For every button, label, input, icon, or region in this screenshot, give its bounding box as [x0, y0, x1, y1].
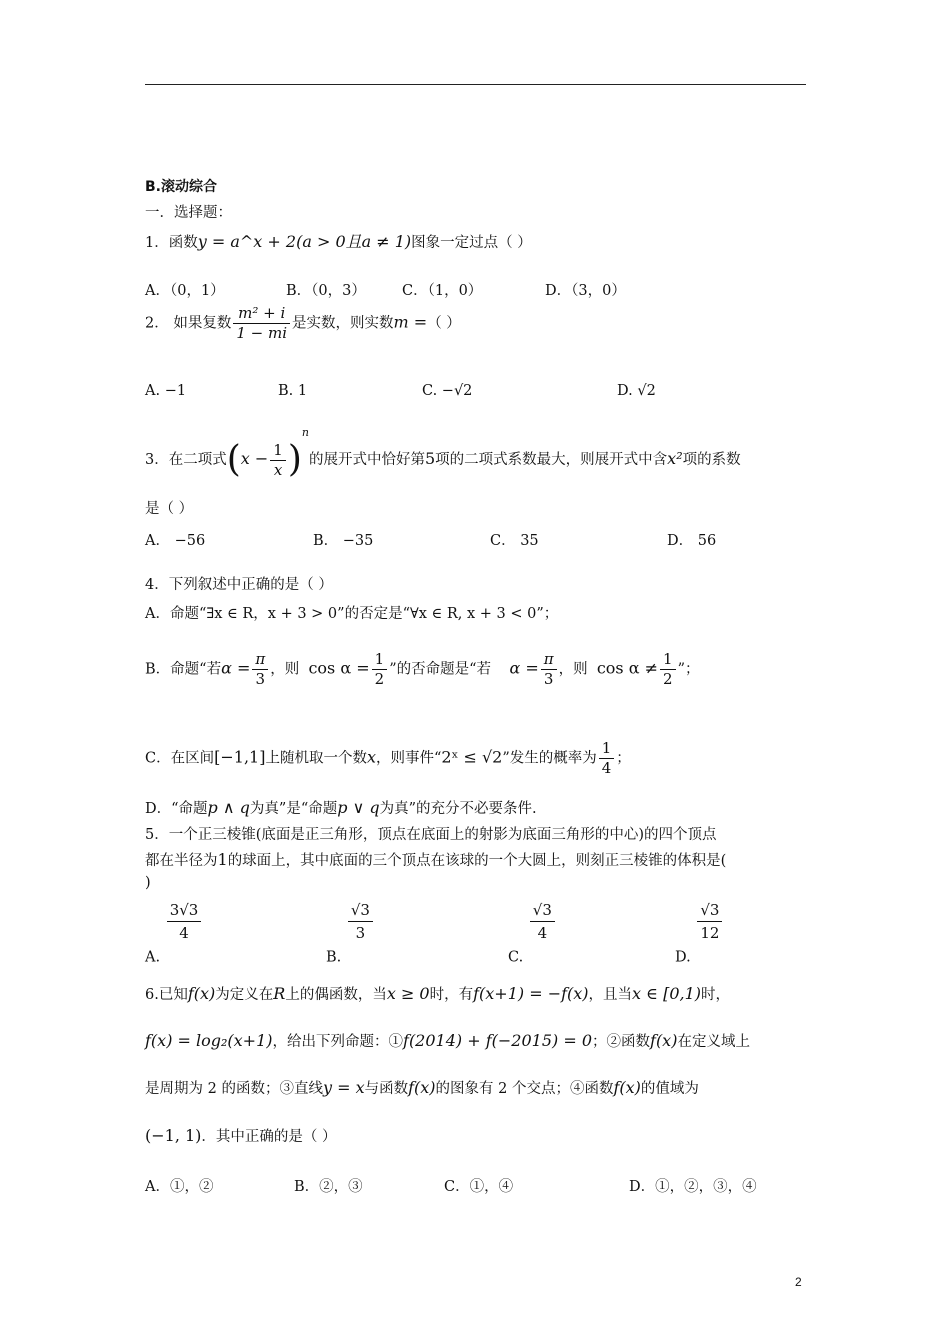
q4-b-pi: π: [252, 652, 268, 670]
q2-suffix: （ ）: [427, 315, 461, 332]
q6-l4-a: ．其中正确的是（ ）: [201, 1129, 337, 1145]
q3-paren-close: ): [287, 439, 302, 480]
q3-five: 5: [424, 449, 436, 468]
q3-frac-den: x: [273, 460, 283, 479]
q5-a-label: A.: [145, 949, 161, 966]
q4-b-half-2: [660, 652, 676, 687]
q4-option-d: [145, 800, 537, 817]
q5-line2-b: 的球面上，其中底面的三个顶点在该球的一个大圆上，则刻正三棱锥的体积是(: [227, 853, 727, 869]
q6-line1: [145, 986, 730, 1003]
q4-option-a: A．命题“∃x ∈ R，x + 3 > 0”的否定是“∀x ∈ R, x + 3 < 0”；: [145, 606, 559, 622]
q3-option-c: C． 35: [490, 533, 539, 549]
header-rule: [145, 84, 806, 85]
q6-l1-f2: 时，: [701, 987, 731, 1003]
q3-binomial-fraction: [270, 440, 286, 479]
q6-l3-c: 的图象有 2 个交点；④函数: [435, 1081, 614, 1097]
q5-a-num: 3√3: [167, 901, 202, 922]
q6-l3-f: f(x): [408, 1078, 436, 1097]
q3-binomial-x: x −: [240, 449, 269, 468]
q3-middle3: 项的系数: [682, 452, 741, 468]
q2-var: m =: [393, 312, 428, 332]
q6-l1-R: R: [273, 984, 286, 1003]
q6-l2-a: ，给出下列命题：①: [272, 1034, 404, 1050]
q5-c-fraction: [530, 901, 555, 942]
q4-b-three-2: 3: [543, 670, 554, 688]
q2-frac-den: 1 − mi: [236, 324, 288, 342]
q2-prefix: 2． 如果复数: [145, 315, 232, 332]
q4-d-prefix: D．“命题: [145, 801, 208, 817]
q5-b-fraction: [348, 901, 373, 942]
q6-l2-f: f(x): [650, 1031, 678, 1050]
q5-c-num: √3: [530, 901, 555, 922]
q6-l3-line: y = x: [322, 1078, 365, 1097]
q6-l3-f2: f(x): [613, 1078, 641, 1097]
q4-c-x: x: [366, 747, 376, 767]
q5-d-fraction: [697, 901, 722, 942]
q4-b-half: [372, 652, 388, 687]
q4-c-den: 4: [601, 759, 612, 777]
q4-b-cos: cos α =: [308, 658, 370, 678]
q1-option-a: A．（0，1）: [145, 283, 225, 299]
q6-l4-range: (−1, 1): [145, 1126, 202, 1145]
q4-c-mid: 上随机取一个数: [265, 750, 367, 767]
q3-x2: x²: [667, 449, 683, 468]
q4-b-three: 3: [255, 670, 266, 688]
q1-suffix: 图象一定过点（ ）: [411, 235, 532, 251]
q3-prefix: 3．在二项式: [145, 452, 227, 468]
q4-b-pi-over-3: [252, 652, 268, 687]
q5-line3: ): [145, 875, 151, 891]
q6-l3-a: 是周期为 2 的函数；③直线: [145, 1081, 323, 1097]
q5-option-c: [508, 901, 557, 966]
q3-middle1: 的展开式中恰好第: [308, 452, 425, 468]
q4-b-prefix: B．命题“若: [145, 661, 222, 678]
q5-a-fraction: [167, 901, 202, 942]
q3-option-a: A． −56: [145, 533, 206, 549]
q5-c-den: 4: [537, 924, 548, 942]
q4-d-end: 为真”的充分不必要条件.: [379, 801, 537, 817]
q6-l1-b: 为定义在: [215, 987, 274, 1003]
q5-line1: 5．一个正三棱锥(底面是正三角形，顶点在底面上的射影为底面三角形的中心)的四个顶点: [145, 827, 717, 843]
q4-c-interval: [−1,1]: [214, 747, 266, 767]
q3-line2: 是（ ）: [145, 501, 194, 517]
q1-prefix: 1．函数: [145, 235, 198, 251]
q6-l2-c: 在定义域上: [677, 1034, 750, 1050]
q6-option-d: D．①，②，③，④: [629, 1179, 757, 1195]
q5-option-a: [145, 901, 203, 966]
q3-exponent: n: [301, 426, 309, 439]
q3-option-d: D． 56: [667, 533, 717, 549]
q1-formula: y = a^x + 2(a > 0且a ≠ 1): [197, 232, 412, 251]
q6-option-c: C．①，④: [444, 1179, 514, 1195]
question-3: [145, 427, 741, 478]
q4-c-event: 2ˣ ≤ √2: [441, 747, 503, 767]
q6-l1-e: ，且当: [588, 987, 633, 1003]
q4-b-then2: ，则: [558, 661, 588, 678]
q6-l1-d: 时，有: [429, 987, 474, 1003]
q4-b-alpha-2: α =: [509, 658, 539, 678]
q3-option-b: B． −35: [313, 533, 374, 549]
q4-c-quarter: [599, 741, 615, 776]
q5-a-den: 4: [179, 924, 189, 942]
q4-b-pi-over-3-2: [541, 652, 557, 687]
part-title: 一．选择题：: [145, 205, 232, 221]
q5-line2-one: 1: [217, 850, 228, 869]
q2-fraction: [233, 306, 290, 341]
q6-l2-sum: f(2014) + f(−2015) = 0: [403, 1031, 593, 1050]
q4-b-mid: ”的否命题是“若: [389, 661, 492, 678]
q4-b-two: 2: [374, 670, 385, 688]
question-2: [145, 306, 461, 341]
q6-l1-a: 6.已知: [145, 987, 188, 1003]
q5-b-label: B.: [326, 949, 342, 966]
q4-d-mid: 为真”是“命题: [249, 801, 338, 817]
q4-option-c: [145, 741, 631, 776]
q4-b-end: ”；: [677, 661, 700, 678]
q4-b-two-2: 2: [663, 670, 673, 688]
q4-stem: 4．下列叙述中正确的是（ ）: [145, 577, 333, 593]
q4-b-one: 1: [372, 652, 388, 670]
q1-option-b: B．（0，3）: [286, 283, 366, 299]
q4-c-mid3: ”发生的概率为: [502, 750, 597, 767]
q6-line2: [145, 1033, 750, 1050]
q6-option-a: A．①，②: [145, 1179, 214, 1195]
q2-option-d: D. √2: [617, 383, 656, 399]
q6-l1-eq: f(x+1) = −f(x): [473, 984, 589, 1003]
q6-l1-int: x ∈ [0,1): [632, 984, 702, 1003]
q4-b-then: ，则: [270, 661, 300, 678]
q3-middle2: 项的二项式系数最大，则展开式中含: [435, 452, 668, 468]
q5-d-label: D.: [675, 949, 691, 966]
page-number: 2: [795, 1275, 802, 1289]
section-title: B.滚动综合: [145, 179, 217, 195]
q6-l2-b: ；②函数: [592, 1034, 651, 1050]
q6-l1-cond: x ≥ 0: [386, 984, 430, 1003]
q4-d-or: p ∨ q: [337, 798, 380, 817]
q4-b-one-2: 1: [660, 652, 676, 670]
q2-option-c: C. −√2: [422, 383, 473, 399]
q3-frac-num: 1: [270, 443, 286, 461]
q6-l2-eq: f(x) = log₂(x+1): [145, 1031, 273, 1050]
q2-option-a: A. −1: [145, 383, 187, 399]
q5-line2-a: 都在半径为: [145, 853, 218, 869]
q3-paren-open: (: [226, 439, 241, 480]
q2-frac-num: m² + i: [233, 306, 290, 324]
q6-l3-b: 与函数: [364, 1081, 409, 1097]
q1-option-c: C．（1，0）: [402, 283, 483, 299]
q6-line3: [145, 1080, 699, 1097]
q1-option-d: D．（3，0）: [545, 283, 626, 299]
question-1: [145, 234, 532, 251]
q5-d-den: 12: [700, 924, 720, 942]
q6-l1-f: f(x): [187, 984, 216, 1003]
q5-c-label: C.: [508, 949, 524, 966]
q4-c-num: 1: [599, 741, 615, 759]
q6-l3-d: 的值域为: [640, 1081, 699, 1097]
q6-l1-c: 上的偶函数，当: [285, 987, 387, 1003]
q5-option-d: [675, 901, 724, 966]
q6-option-b: B．②，③: [294, 1179, 363, 1195]
q6-line4: [145, 1128, 337, 1145]
q5-b-den: 3: [355, 924, 366, 942]
q4-b-alpha: α =: [221, 658, 251, 678]
q4-c-prefix: C．在区间: [145, 750, 215, 767]
q2-option-b: B. 1: [278, 383, 308, 399]
q5-option-b: [326, 901, 375, 966]
q4-b-pi-2: π: [541, 652, 557, 670]
q5-b-num: √3: [348, 901, 373, 922]
q5-line2: [145, 852, 726, 869]
q4-d-and: p ∧ q: [207, 798, 250, 817]
q4-c-end: ；: [616, 750, 631, 767]
q4-option-b: [145, 652, 699, 687]
q5-d-num: √3: [697, 901, 722, 922]
q4-c-mid2: ，则事件“: [375, 750, 442, 767]
q4-b-cos2: cos α ≠: [596, 658, 659, 678]
q2-middle: 是实数，则实数: [292, 315, 394, 332]
